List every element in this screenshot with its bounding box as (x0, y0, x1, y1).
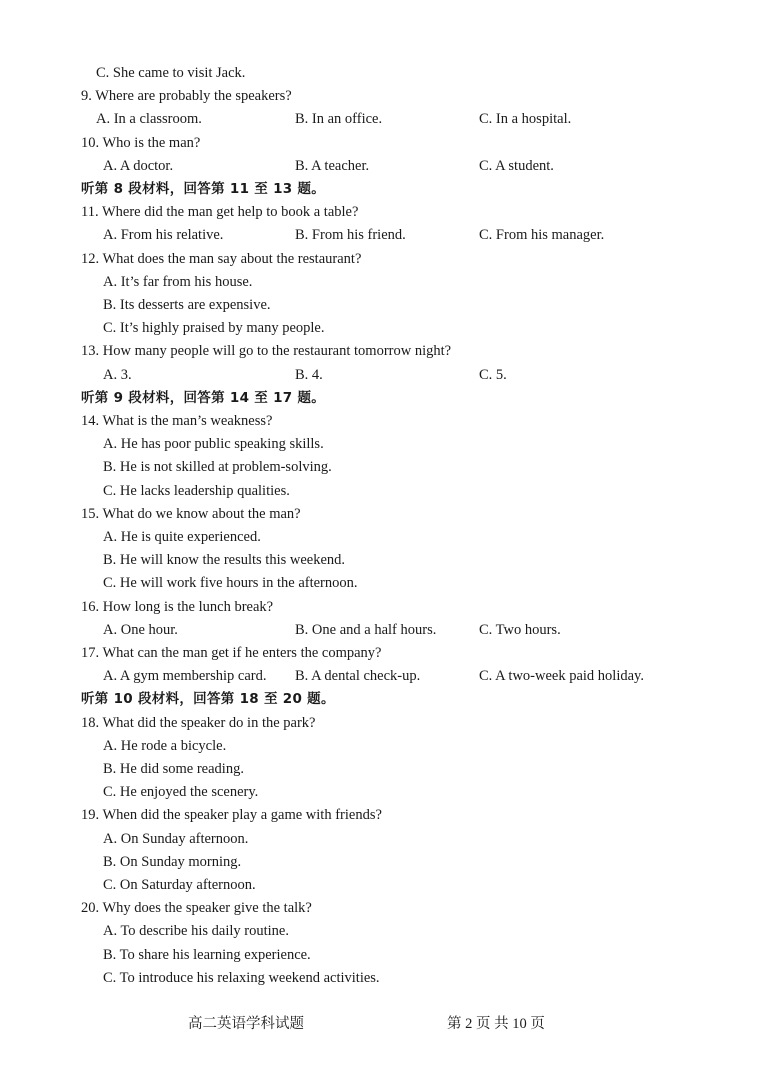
answer-option: C. From his manager. (479, 227, 605, 244)
answer-option: A. 3. (103, 366, 132, 383)
option-row (0, 665, 700, 688)
option-row (0, 155, 700, 178)
question-text: 18. What did the speaker do in the park? (81, 714, 316, 731)
answer-option: A. From his relative. (103, 227, 224, 244)
answer-option: C. A two-week paid holiday. (479, 668, 644, 685)
answer-option: B. 4. (295, 366, 323, 383)
question-line (0, 132, 700, 155)
option-line (0, 967, 700, 990)
answer-option: C. He will work five hours in the afternoon. (103, 575, 358, 592)
option-line (0, 456, 700, 479)
option-line (0, 317, 700, 340)
question-text: 9. Where are probably the speakers? (81, 88, 292, 105)
option-row (0, 364, 700, 387)
option-line (0, 549, 700, 572)
option-line (0, 480, 700, 503)
question-line (0, 596, 700, 619)
answer-option: A. To describe his daily routine. (103, 923, 289, 940)
answer-option: A. It’s far from his house. (103, 273, 253, 290)
question-line (0, 503, 700, 526)
answer-option: C. 5. (479, 366, 507, 383)
question-line (0, 642, 700, 665)
question-line (0, 85, 700, 108)
section-line (0, 178, 700, 201)
answer-option: C. A student. (479, 157, 554, 174)
question-line (0, 804, 700, 827)
answer-option: B. He did some reading. (103, 761, 244, 777)
option-row (0, 108, 700, 131)
question-line (0, 897, 700, 920)
answer-option: A. A gym membership card. (103, 668, 267, 685)
answer-option: A. In a classroom. (96, 111, 202, 128)
option-line (0, 781, 700, 804)
question-text: 17. What can the man get if he enters the company? (81, 645, 382, 661)
answer-option: C. Two hours. (479, 621, 561, 638)
option-row (0, 224, 700, 247)
answer-option: B. A teacher. (295, 157, 370, 174)
answer-option: B. One and a half hours. (295, 621, 437, 638)
section-instruction: 听第 9 段材料，回答第 14 至 17 题。 (81, 389, 326, 406)
question-text: 13. How many people will go to the restaurant tomorrow night? (81, 343, 452, 360)
answer-option: B. He will know the results this weekend. (103, 552, 346, 569)
footer-page-number: 第 2 页 共 10 页 (447, 1016, 545, 1032)
option-line (0, 572, 700, 595)
option-line (0, 271, 700, 294)
question-text: 20. Why does the speaker give the talk? (81, 900, 312, 917)
answer-option: B. From his friend. (295, 227, 406, 244)
answer-option: C. In a hospital. (479, 111, 572, 128)
answer-option: A. He is quite experienced. (103, 529, 261, 545)
answer-option: C. On Saturday afternoon. (103, 877, 256, 893)
answer-option: A. One hour. (103, 621, 178, 638)
option-line (0, 851, 700, 874)
answer-option: B. He is not skilled at problem-solving. (103, 459, 332, 476)
answer-option: C. To introduce his relaxing weekend activities. (103, 969, 380, 986)
question-line (0, 410, 700, 433)
question-line (0, 248, 700, 271)
option-line (0, 62, 700, 85)
option-line (0, 874, 700, 897)
question-text: 11. Where did the man get help to book a table? (81, 204, 359, 221)
option-line (0, 294, 700, 317)
option-row (0, 619, 700, 642)
answer-option: A. He rode a bicycle. (103, 737, 227, 754)
question-text: 19. When did the speaker play a game with friends? (81, 807, 382, 824)
option-line (0, 920, 700, 943)
footer-subject: 高二英语学科试题 (188, 1016, 304, 1032)
answer-option: B. In an office. (295, 111, 383, 128)
question-text: 12. What does the man say about the restaurant? (81, 250, 362, 267)
answer-option: A. A doctor. (103, 157, 174, 174)
option-line (0, 944, 700, 967)
section-line (0, 387, 700, 410)
answer-option: C. He enjoyed the scenery. (103, 784, 259, 801)
question-text: 10. Who is the man? (81, 134, 201, 151)
answer-option: B. A dental check-up. (295, 668, 421, 685)
question-line (0, 201, 700, 224)
page-footer (0, 1013, 760, 1035)
question-text: 16. How long is the lunch break? (81, 598, 274, 615)
option-line (0, 526, 700, 549)
option-line (0, 735, 700, 758)
question-text: 15. What do we know about the man? (81, 505, 301, 522)
section-instruction: 听第 10 段材料，回答第 18 至 20 题。 (81, 691, 335, 708)
question-line (0, 340, 700, 363)
answer-option: C. He lacks leadership qualities. (103, 482, 290, 499)
answer-option: B. Its desserts are expensive. (103, 297, 271, 313)
answer-option: B. On Sunday morning. (103, 853, 242, 870)
answer-option: A. On Sunday afternoon. (103, 830, 249, 847)
question-line (0, 712, 700, 735)
section-instruction: 听第 8 段材料，回答第 11 至 13 题。 (81, 181, 326, 197)
answer-option: B. To share his learning experience. (103, 946, 311, 963)
question-text: 14. What is the man’s weakness? (81, 413, 273, 429)
answer-option: C. It’s highly praised by many people. (103, 320, 325, 337)
option-line (0, 433, 700, 456)
answer-option: C. She came to visit Jack. (96, 65, 246, 81)
option-line (0, 828, 700, 851)
option-line (0, 758, 700, 781)
answer-option: A. He has poor public speaking skills. (103, 436, 324, 453)
section-line (0, 688, 700, 711)
